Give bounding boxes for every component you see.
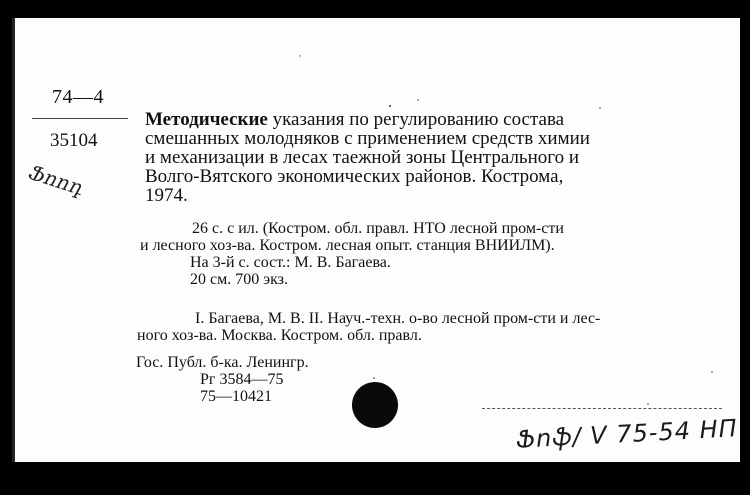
collation-line-3: На 3-й с. сост.: М. В. Багаева.: [190, 254, 391, 271]
collation-line-4: 20 см. 700 экз.: [190, 271, 288, 288]
classification-index: 74—4: [52, 86, 104, 108]
library-code: Рг 3584—75: [200, 371, 284, 388]
inventory-number: 35104: [50, 130, 98, 151]
tracing-line-2: ного хоз-ва. Москва. Костром. обл. правл.: [137, 327, 422, 344]
card-edge-shadow: [12, 18, 15, 462]
collation-line-2: и лесного хоз-ва. Костром. лесная опыт. станция ВНИИЛМ).: [140, 237, 555, 254]
collation-line-1: 26 с. с ил. (Костром. обл. правл. НТО лесной пром-сти: [192, 220, 564, 237]
title-lead-word: Методические: [145, 109, 268, 130]
library-name: Гос. Публ. б-ка. Ленингр.: [136, 354, 309, 371]
handwritten-note: Ֆոֆ/ V 75-54 НП: [515, 414, 739, 454]
dashed-rule: [482, 408, 722, 410]
description-line-2: смешанных молодняков с применением средств химии: [145, 128, 590, 149]
handwritten-mark: Ֆոոդ: [25, 159, 87, 201]
description-line-4: Волго-Вятского экономических районов. Кострома,: [145, 166, 564, 187]
collation-notes: [140, 220, 720, 288]
title-rest: указания по регулированию состава: [267, 109, 565, 130]
library-stamp-text: [136, 354, 309, 405]
tracings: [137, 310, 722, 344]
description-line-1: [145, 110, 723, 129]
library-record-number: 75—10421: [200, 388, 272, 405]
tracing-line-1: I. Багаева, М. В. II. Науч.-техн. о-во лесной пром-сти и лес-: [195, 310, 601, 327]
description-line-3: и механизации в лесах таежной зоны Центрального и: [145, 147, 579, 168]
index-divider: [32, 118, 128, 119]
punch-hole: [352, 382, 398, 428]
description-line-5: 1974.: [145, 185, 188, 206]
bibliographic-description: [145, 110, 723, 205]
